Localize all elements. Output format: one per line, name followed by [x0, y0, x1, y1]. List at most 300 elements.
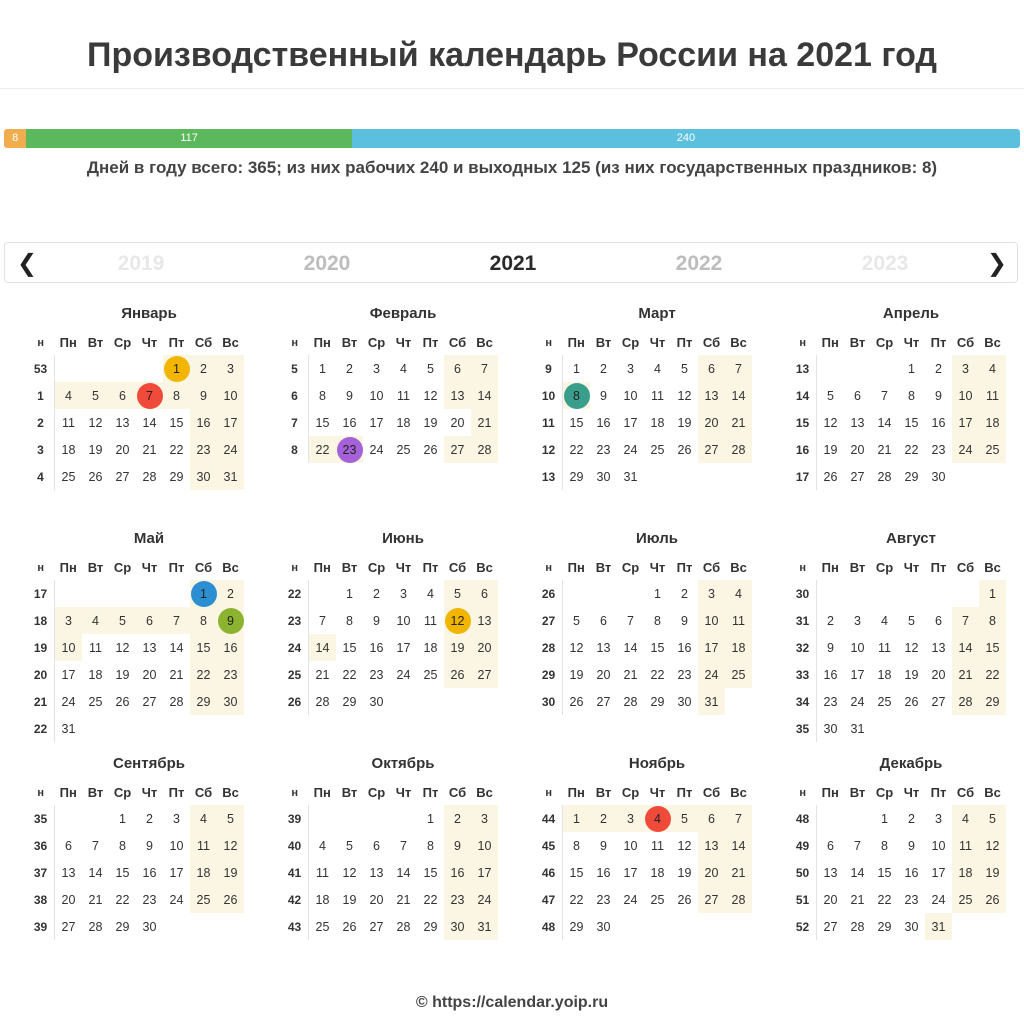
calendar-day[interactable]: 15 — [650, 640, 665, 655]
calendar-day[interactable]: 13 — [142, 640, 157, 655]
weekend-day[interactable]: 27 — [698, 436, 725, 463]
calendar-day[interactable]: 18 — [650, 415, 665, 430]
weekend-day[interactable]: 3 — [55, 607, 83, 634]
calendar-day[interactable]: 12 — [823, 415, 838, 430]
weekend-day[interactable]: 17 — [217, 409, 244, 436]
calendar-day[interactable]: 5 — [827, 388, 834, 403]
calendar-day[interactable]: 27 — [369, 919, 384, 934]
weekend-day[interactable]: 6 — [471, 580, 498, 607]
year-link-2022[interactable]: 2022 — [675, 252, 723, 275]
calendar-day[interactable]: 9 — [373, 613, 380, 628]
calendar-day[interactable]: 2 — [346, 361, 353, 376]
calendar-day[interactable]: 6 — [827, 838, 834, 853]
weekend-day[interactable]: 3 — [698, 580, 725, 607]
calendar-day[interactable]: 26 — [569, 694, 584, 709]
weekend-day[interactable]: 12 — [979, 832, 1006, 859]
calendar-day[interactable]: 26 — [115, 694, 130, 709]
weekend-day[interactable]: 27 — [444, 436, 471, 463]
weekend-day[interactable]: 7 — [471, 355, 498, 382]
calendar-day[interactable]: 9 — [600, 388, 607, 403]
calendar-day[interactable]: 23 — [142, 892, 157, 907]
calendar-day[interactable]: 20 — [450, 415, 465, 430]
calendar-day[interactable]: 13 — [596, 640, 611, 655]
calendar-day[interactable]: 20 — [142, 667, 157, 682]
calendar-day[interactable]: 16 — [596, 865, 611, 880]
calendar-day[interactable]: 7 — [92, 838, 99, 853]
calendar-day[interactable]: 5 — [573, 613, 580, 628]
weekend-day[interactable]: 24 — [952, 436, 979, 463]
weekend-day[interactable]: 3 — [217, 355, 244, 382]
calendar-day[interactable]: 11 — [397, 388, 410, 403]
calendar-day[interactable]: 11 — [424, 613, 437, 628]
weekend-day[interactable]: 6 — [698, 805, 725, 832]
weekend-day[interactable]: 23 — [190, 436, 217, 463]
calendar-day[interactable]: 27 — [142, 694, 157, 709]
weekend-day[interactable]: 31 — [217, 463, 244, 490]
calendar-day[interactable]: 15 — [423, 865, 438, 880]
calendar-day[interactable]: 16 — [904, 865, 919, 880]
calendar-day[interactable]: 19 — [677, 415, 692, 430]
weekend-day[interactable]: 3 — [952, 355, 979, 382]
calendar-day[interactable]: 29 — [423, 919, 438, 934]
calendar-day[interactable]: 25 — [88, 694, 103, 709]
weekend-day[interactable]: 11 — [952, 832, 979, 859]
weekend-day[interactable]: 20 — [471, 634, 498, 661]
weekend-day[interactable]: 29 — [190, 688, 217, 715]
weekend-day[interactable]: 13 — [698, 382, 725, 409]
weekend-day[interactable]: 28 — [471, 436, 498, 463]
calendar-day[interactable]: 19 — [823, 442, 838, 457]
weekend-day[interactable]: 20 — [698, 859, 725, 886]
calendar-day[interactable]: 18 — [315, 892, 330, 907]
calendar-day[interactable]: 4 — [881, 613, 888, 628]
calendar-day[interactable]: 19 — [115, 667, 130, 682]
calendar-day[interactable]: 30 — [369, 694, 384, 709]
calendar-day[interactable]: 3 — [854, 613, 861, 628]
calendar-day[interactable]: 15 — [169, 415, 184, 430]
calendar-day[interactable]: 15 — [342, 640, 357, 655]
calendar-day[interactable]: 4 — [319, 838, 326, 853]
calendar-day[interactable]: 12 — [115, 640, 130, 655]
calendar-day[interactable]: 30 — [823, 721, 838, 736]
weekend-day[interactable]: 25 — [190, 886, 217, 913]
holiday-day[interactable] — [136, 382, 163, 409]
weekend-day[interactable]: 30 — [444, 913, 471, 940]
calendar-day[interactable]: 31 — [61, 721, 76, 736]
calendar-day[interactable]: 28 — [169, 694, 184, 709]
calendar-day[interactable]: 29 — [650, 694, 665, 709]
calendar-day[interactable]: 20 — [823, 892, 838, 907]
weekend-day[interactable]: 4 — [55, 382, 83, 409]
calendar-day[interactable]: 9 — [600, 838, 607, 853]
calendar-day[interactable]: 7 — [319, 613, 326, 628]
weekend-day[interactable]: 4 — [952, 805, 979, 832]
weekend-day[interactable]: 1 — [563, 805, 591, 832]
calendar-day[interactable]: 30 — [677, 694, 692, 709]
calendar-day[interactable]: 28 — [877, 469, 892, 484]
calendar-day[interactable]: 15 — [904, 415, 919, 430]
calendar-day[interactable]: 3 — [173, 811, 180, 826]
calendar-day[interactable]: 22 — [423, 892, 438, 907]
calendar-day[interactable]: 9 — [146, 838, 153, 853]
calendar-day[interactable]: 9 — [346, 388, 353, 403]
calendar-day[interactable]: 14 — [850, 865, 865, 880]
calendar-day[interactable]: 11 — [878, 640, 891, 655]
calendar-day[interactable]: 10 — [850, 640, 865, 655]
weekend-day[interactable]: 27 — [698, 886, 725, 913]
calendar-day[interactable]: 19 — [569, 667, 584, 682]
weekend-day[interactable]: 21 — [471, 409, 498, 436]
calendar-day[interactable]: 13 — [931, 640, 946, 655]
weekend-day[interactable]: 14 — [725, 382, 752, 409]
weekend-day[interactable]: 2 — [190, 355, 217, 382]
calendar-day[interactable]: 2 — [600, 361, 607, 376]
calendar-day[interactable]: 22 — [342, 667, 357, 682]
calendar-day[interactable]: 11 — [651, 388, 664, 403]
calendar-day[interactable]: 27 — [823, 919, 838, 934]
weekend-day[interactable]: 9 — [444, 832, 471, 859]
calendar-day[interactable]: 25 — [315, 919, 330, 934]
calendar-day[interactable]: 15 — [315, 415, 330, 430]
calendar-day[interactable]: 22 — [877, 892, 892, 907]
calendar-day[interactable]: 19 — [423, 415, 438, 430]
calendar-day[interactable]: 30 — [931, 469, 946, 484]
calendar-day[interactable]: 2 — [908, 811, 915, 826]
calendar-day[interactable]: 22 — [569, 442, 584, 457]
calendar-day[interactable]: 14 — [142, 415, 157, 430]
weekend-day[interactable]: 19 — [217, 859, 244, 886]
calendar-day[interactable]: 26 — [88, 469, 103, 484]
weekend-day[interactable]: 5 — [979, 805, 1006, 832]
calendar-day[interactable]: 1 — [908, 361, 915, 376]
calendar-day[interactable]: 9 — [681, 613, 688, 628]
calendar-day[interactable]: 22 — [115, 892, 130, 907]
calendar-day[interactable]: 22 — [650, 667, 665, 682]
calendar-day[interactable]: 22 — [904, 442, 919, 457]
calendar-day[interactable]: 8 — [573, 838, 580, 853]
calendar-day[interactable]: 6 — [935, 613, 942, 628]
weekend-day[interactable]: 25 — [725, 661, 752, 688]
year-link-2020[interactable]: 2020 — [303, 252, 351, 275]
calendar-day[interactable]: 12 — [677, 388, 692, 403]
weekend-day[interactable]: 14 — [725, 832, 752, 859]
holiday-day[interactable] — [644, 805, 671, 832]
weekend-day[interactable]: 10 — [698, 607, 725, 634]
weekend-day[interactable]: 14 — [309, 634, 337, 661]
weekend-day[interactable]: 11 — [190, 832, 217, 859]
calendar-day[interactable]: 21 — [877, 442, 892, 457]
calendar-day[interactable]: 6 — [373, 838, 380, 853]
calendar-day[interactable]: 15 — [115, 865, 130, 880]
weekend-day[interactable]: 24 — [217, 436, 244, 463]
weekend-day[interactable]: 10 — [217, 382, 244, 409]
calendar-day[interactable]: 17 — [623, 415, 638, 430]
weekend-day[interactable]: 5 — [82, 382, 109, 409]
calendar-day[interactable]: 8 — [654, 613, 661, 628]
weekend-day[interactable]: 8 — [163, 382, 190, 409]
weekend-day[interactable]: 7 — [952, 607, 979, 634]
calendar-day[interactable]: 20 — [931, 667, 946, 682]
calendar-day[interactable]: 16 — [677, 640, 692, 655]
year-link-2019[interactable]: 2019 — [117, 252, 165, 275]
calendar-day[interactable]: 20 — [61, 892, 76, 907]
calendar-day[interactable]: 5 — [681, 361, 688, 376]
calendar-day[interactable]: 10 — [623, 388, 638, 403]
calendar-day[interactable]: 20 — [115, 442, 130, 457]
calendar-day[interactable]: 27 — [596, 694, 611, 709]
calendar-day[interactable]: 18 — [650, 865, 665, 880]
weekend-day[interactable]: 30 — [190, 463, 217, 490]
calendar-day[interactable]: 18 — [396, 415, 411, 430]
weekend-day[interactable]: 14 — [471, 382, 498, 409]
weekend-day[interactable]: 14 — [952, 634, 979, 661]
calendar-day[interactable]: 17 — [396, 640, 411, 655]
calendar-day[interactable]: 13 — [115, 415, 130, 430]
calendar-day[interactable]: 21 — [142, 442, 157, 457]
calendar-day[interactable]: 15 — [877, 865, 892, 880]
weekend-day[interactable]: 21 — [725, 409, 752, 436]
weekend-day[interactable]: 4 — [979, 355, 1006, 382]
calendar-day[interactable]: 31 — [850, 721, 865, 736]
calendar-day[interactable]: 2 — [146, 811, 153, 826]
calendar-day[interactable]: 8 — [908, 388, 915, 403]
calendar-day[interactable]: 6 — [600, 613, 607, 628]
weekend-day[interactable]: 19 — [444, 634, 471, 661]
calendar-day[interactable]: 26 — [423, 442, 438, 457]
calendar-day[interactable]: 21 — [850, 892, 865, 907]
calendar-day[interactable]: 12 — [904, 640, 919, 655]
calendar-day[interactable]: 16 — [596, 415, 611, 430]
calendar-day[interactable]: 10 — [169, 838, 184, 853]
calendar-day[interactable]: 16 — [342, 415, 357, 430]
weekend-day[interactable]: 22 — [190, 661, 217, 688]
calendar-day[interactable]: 30 — [596, 919, 611, 934]
weekend-day[interactable]: 26 — [444, 661, 471, 688]
calendar-day[interactable]: 7 — [627, 613, 634, 628]
calendar-day[interactable]: 18 — [423, 640, 438, 655]
calendar-day[interactable]: 10 — [623, 838, 638, 853]
calendar-day[interactable]: 23 — [369, 667, 384, 682]
calendar-day[interactable]: 19 — [904, 667, 919, 682]
weekend-day[interactable]: 2 — [590, 805, 617, 832]
calendar-day[interactable]: 9 — [935, 388, 942, 403]
calendar-day[interactable]: 4 — [427, 586, 434, 601]
calendar-day[interactable]: 3 — [627, 361, 634, 376]
calendar-day[interactable]: 27 — [115, 469, 130, 484]
calendar-day[interactable]: 20 — [850, 442, 865, 457]
calendar-day[interactable]: 16 — [823, 667, 838, 682]
calendar-day[interactable]: 2 — [827, 613, 834, 628]
calendar-day[interactable]: 8 — [346, 613, 353, 628]
weekend-day[interactable]: 5 — [671, 805, 698, 832]
weekend-day[interactable]: 11 — [979, 382, 1006, 409]
calendar-day[interactable]: 24 — [931, 892, 946, 907]
calendar-day[interactable]: 12 — [342, 865, 357, 880]
weekend-day[interactable]: 13 — [471, 607, 498, 634]
weekend-day[interactable]: 9 — [190, 382, 217, 409]
weekend-day[interactable]: 3 — [617, 805, 644, 832]
calendar-day[interactable]: 23 — [677, 667, 692, 682]
calendar-day[interactable]: 15 — [569, 865, 584, 880]
calendar-day[interactable]: 16 — [142, 865, 157, 880]
calendar-day[interactable]: 28 — [396, 919, 411, 934]
weekend-day[interactable]: 4 — [190, 805, 217, 832]
calendar-day[interactable]: 26 — [904, 694, 919, 709]
weekend-day[interactable]: 28 — [725, 436, 752, 463]
calendar-day[interactable]: 13 — [850, 415, 865, 430]
weekend-day[interactable]: 15 — [979, 634, 1006, 661]
weekend-day[interactable]: 18 — [979, 409, 1006, 436]
calendar-day[interactable]: 30 — [142, 919, 157, 934]
holiday-day[interactable] — [217, 607, 244, 634]
calendar-day[interactable]: 19 — [88, 442, 103, 457]
weekend-day[interactable]: 10 — [952, 382, 979, 409]
calendar-day[interactable]: 25 — [61, 469, 76, 484]
calendar-day[interactable]: 13 — [823, 865, 838, 880]
weekend-day[interactable]: 30 — [217, 688, 244, 715]
calendar-day[interactable]: 3 — [935, 811, 942, 826]
calendar-day[interactable]: 22 — [569, 892, 584, 907]
calendar-day[interactable]: 12 — [677, 838, 692, 853]
weekend-day[interactable]: 5 — [444, 580, 471, 607]
weekend-day[interactable]: 21 — [952, 661, 979, 688]
calendar-day[interactable]: 28 — [142, 469, 157, 484]
calendar-day[interactable]: 30 — [596, 469, 611, 484]
weekend-day[interactable]: 26 — [979, 886, 1006, 913]
weekend-day[interactable]: 24 — [698, 661, 725, 688]
weekend-day[interactable]: 17 — [952, 409, 979, 436]
calendar-day[interactable]: 14 — [623, 640, 638, 655]
calendar-day[interactable]: 21 — [396, 892, 411, 907]
weekend-day[interactable]: 7 — [725, 805, 752, 832]
calendar-day[interactable]: 7 — [854, 838, 861, 853]
calendar-day[interactable]: 30 — [904, 919, 919, 934]
calendar-day[interactable]: 27 — [931, 694, 946, 709]
calendar-day[interactable]: 12 — [569, 640, 584, 655]
calendar-day[interactable]: 28 — [850, 919, 865, 934]
weekend-day[interactable]: 7 — [163, 607, 190, 634]
calendar-day[interactable]: 28 — [623, 694, 638, 709]
calendar-day[interactable]: 23 — [596, 442, 611, 457]
weekend-day[interactable]: 5 — [109, 607, 136, 634]
calendar-day[interactable]: 1 — [427, 811, 434, 826]
calendar-day[interactable]: 2 — [935, 361, 942, 376]
calendar-day[interactable]: 10 — [396, 613, 411, 628]
weekend-day[interactable]: 8 — [190, 607, 217, 634]
calendar-day[interactable]: 7 — [881, 388, 888, 403]
calendar-day[interactable]: 19 — [342, 892, 357, 907]
calendar-day[interactable]: 3 — [400, 586, 407, 601]
weekend-day[interactable]: 6 — [444, 355, 471, 382]
weekend-day[interactable]: 6 — [698, 355, 725, 382]
calendar-day[interactable]: 17 — [169, 865, 184, 880]
calendar-day[interactable]: 8 — [881, 838, 888, 853]
calendar-day[interactable]: 10 — [369, 388, 384, 403]
weekend-day[interactable]: 29 — [979, 688, 1006, 715]
calendar-day[interactable]: 1 — [881, 811, 888, 826]
weekend-day[interactable]: 23 — [444, 886, 471, 913]
calendar-day[interactable]: 25 — [877, 694, 892, 709]
calendar-day[interactable]: 27 — [850, 469, 865, 484]
weekend-day[interactable]: 21 — [725, 859, 752, 886]
calendar-day[interactable]: 8 — [119, 838, 126, 853]
calendar-day[interactable]: 5 — [427, 361, 434, 376]
weekend-day[interactable]: 28 — [725, 886, 752, 913]
calendar-day[interactable]: 24 — [850, 694, 865, 709]
weekend-day[interactable]: 4 — [82, 607, 109, 634]
weekend-day[interactable]: 13 — [698, 832, 725, 859]
calendar-day[interactable]: 24 — [369, 442, 384, 457]
weekend-day[interactable]: 10 — [55, 634, 83, 661]
weekend-day[interactable]: 31 — [925, 913, 952, 940]
calendar-day[interactable]: 13 — [61, 865, 76, 880]
calendar-day[interactable]: 17 — [61, 667, 76, 682]
calendar-day[interactable]: 10 — [931, 838, 946, 853]
calendar-day[interactable]: 9 — [827, 640, 834, 655]
weekend-day[interactable]: 15 — [190, 634, 217, 661]
calendar-day[interactable]: 25 — [650, 892, 665, 907]
calendar-day[interactable]: 1 — [573, 361, 580, 376]
calendar-day[interactable]: 25 — [650, 442, 665, 457]
weekend-day[interactable]: 7 — [725, 355, 752, 382]
chevron-left-icon[interactable]: ❮ — [17, 250, 38, 277]
calendar-day[interactable]: 11 — [62, 415, 75, 430]
calendar-day[interactable]: 16 — [369, 640, 384, 655]
weekend-day[interactable]: 17 — [698, 634, 725, 661]
calendar-day[interactable]: 29 — [904, 469, 919, 484]
calendar-day[interactable]: 2 — [373, 586, 380, 601]
calendar-day[interactable]: 24 — [169, 892, 184, 907]
calendar-day[interactable]: 29 — [569, 469, 584, 484]
calendar-day[interactable]: 26 — [677, 442, 692, 457]
calendar-day[interactable]: 16 — [931, 415, 946, 430]
weekend-day[interactable]: 28 — [952, 688, 979, 715]
weekend-day[interactable]: 4 — [725, 580, 752, 607]
calendar-day[interactable]: 19 — [677, 865, 692, 880]
holiday-day[interactable] — [444, 607, 471, 634]
calendar-day[interactable]: 21 — [623, 667, 638, 682]
calendar-day[interactable]: 24 — [623, 892, 638, 907]
calendar-day[interactable]: 2 — [681, 586, 688, 601]
weekend-day[interactable]: 18 — [952, 859, 979, 886]
calendar-day[interactable]: 7 — [400, 838, 407, 853]
calendar-day[interactable]: 3 — [373, 361, 380, 376]
weekend-day[interactable]: 16 — [217, 634, 244, 661]
calendar-day[interactable]: 12 — [88, 415, 103, 430]
calendar-day[interactable]: 18 — [877, 667, 892, 682]
calendar-day[interactable]: 8 — [427, 838, 434, 853]
weekend-day[interactable]: 12 — [217, 832, 244, 859]
weekend-day[interactable]: 2 — [444, 805, 471, 832]
calendar-day[interactable]: 25 — [423, 667, 438, 682]
calendar-day[interactable]: 8 — [319, 388, 326, 403]
calendar-day[interactable]: 27 — [61, 919, 76, 934]
weekend-day[interactable]: 6 — [109, 382, 136, 409]
weekend-day[interactable]: 3 — [471, 805, 498, 832]
calendar-day[interactable]: 11 — [89, 640, 102, 655]
calendar-day[interactable]: 4 — [400, 361, 407, 376]
weekend-day[interactable]: 31 — [698, 688, 725, 715]
weekend-day[interactable]: 2 — [217, 580, 244, 607]
weekend-day[interactable]: 16 — [190, 409, 217, 436]
calendar-day[interactable]: 20 — [369, 892, 384, 907]
calendar-day[interactable]: 17 — [850, 667, 865, 682]
calendar-day[interactable]: 12 — [423, 388, 438, 403]
weekend-day[interactable]: 24 — [471, 886, 498, 913]
calendar-day[interactable]: 26 — [677, 892, 692, 907]
calendar-day[interactable]: 28 — [88, 919, 103, 934]
holiday-day[interactable] — [163, 355, 190, 382]
